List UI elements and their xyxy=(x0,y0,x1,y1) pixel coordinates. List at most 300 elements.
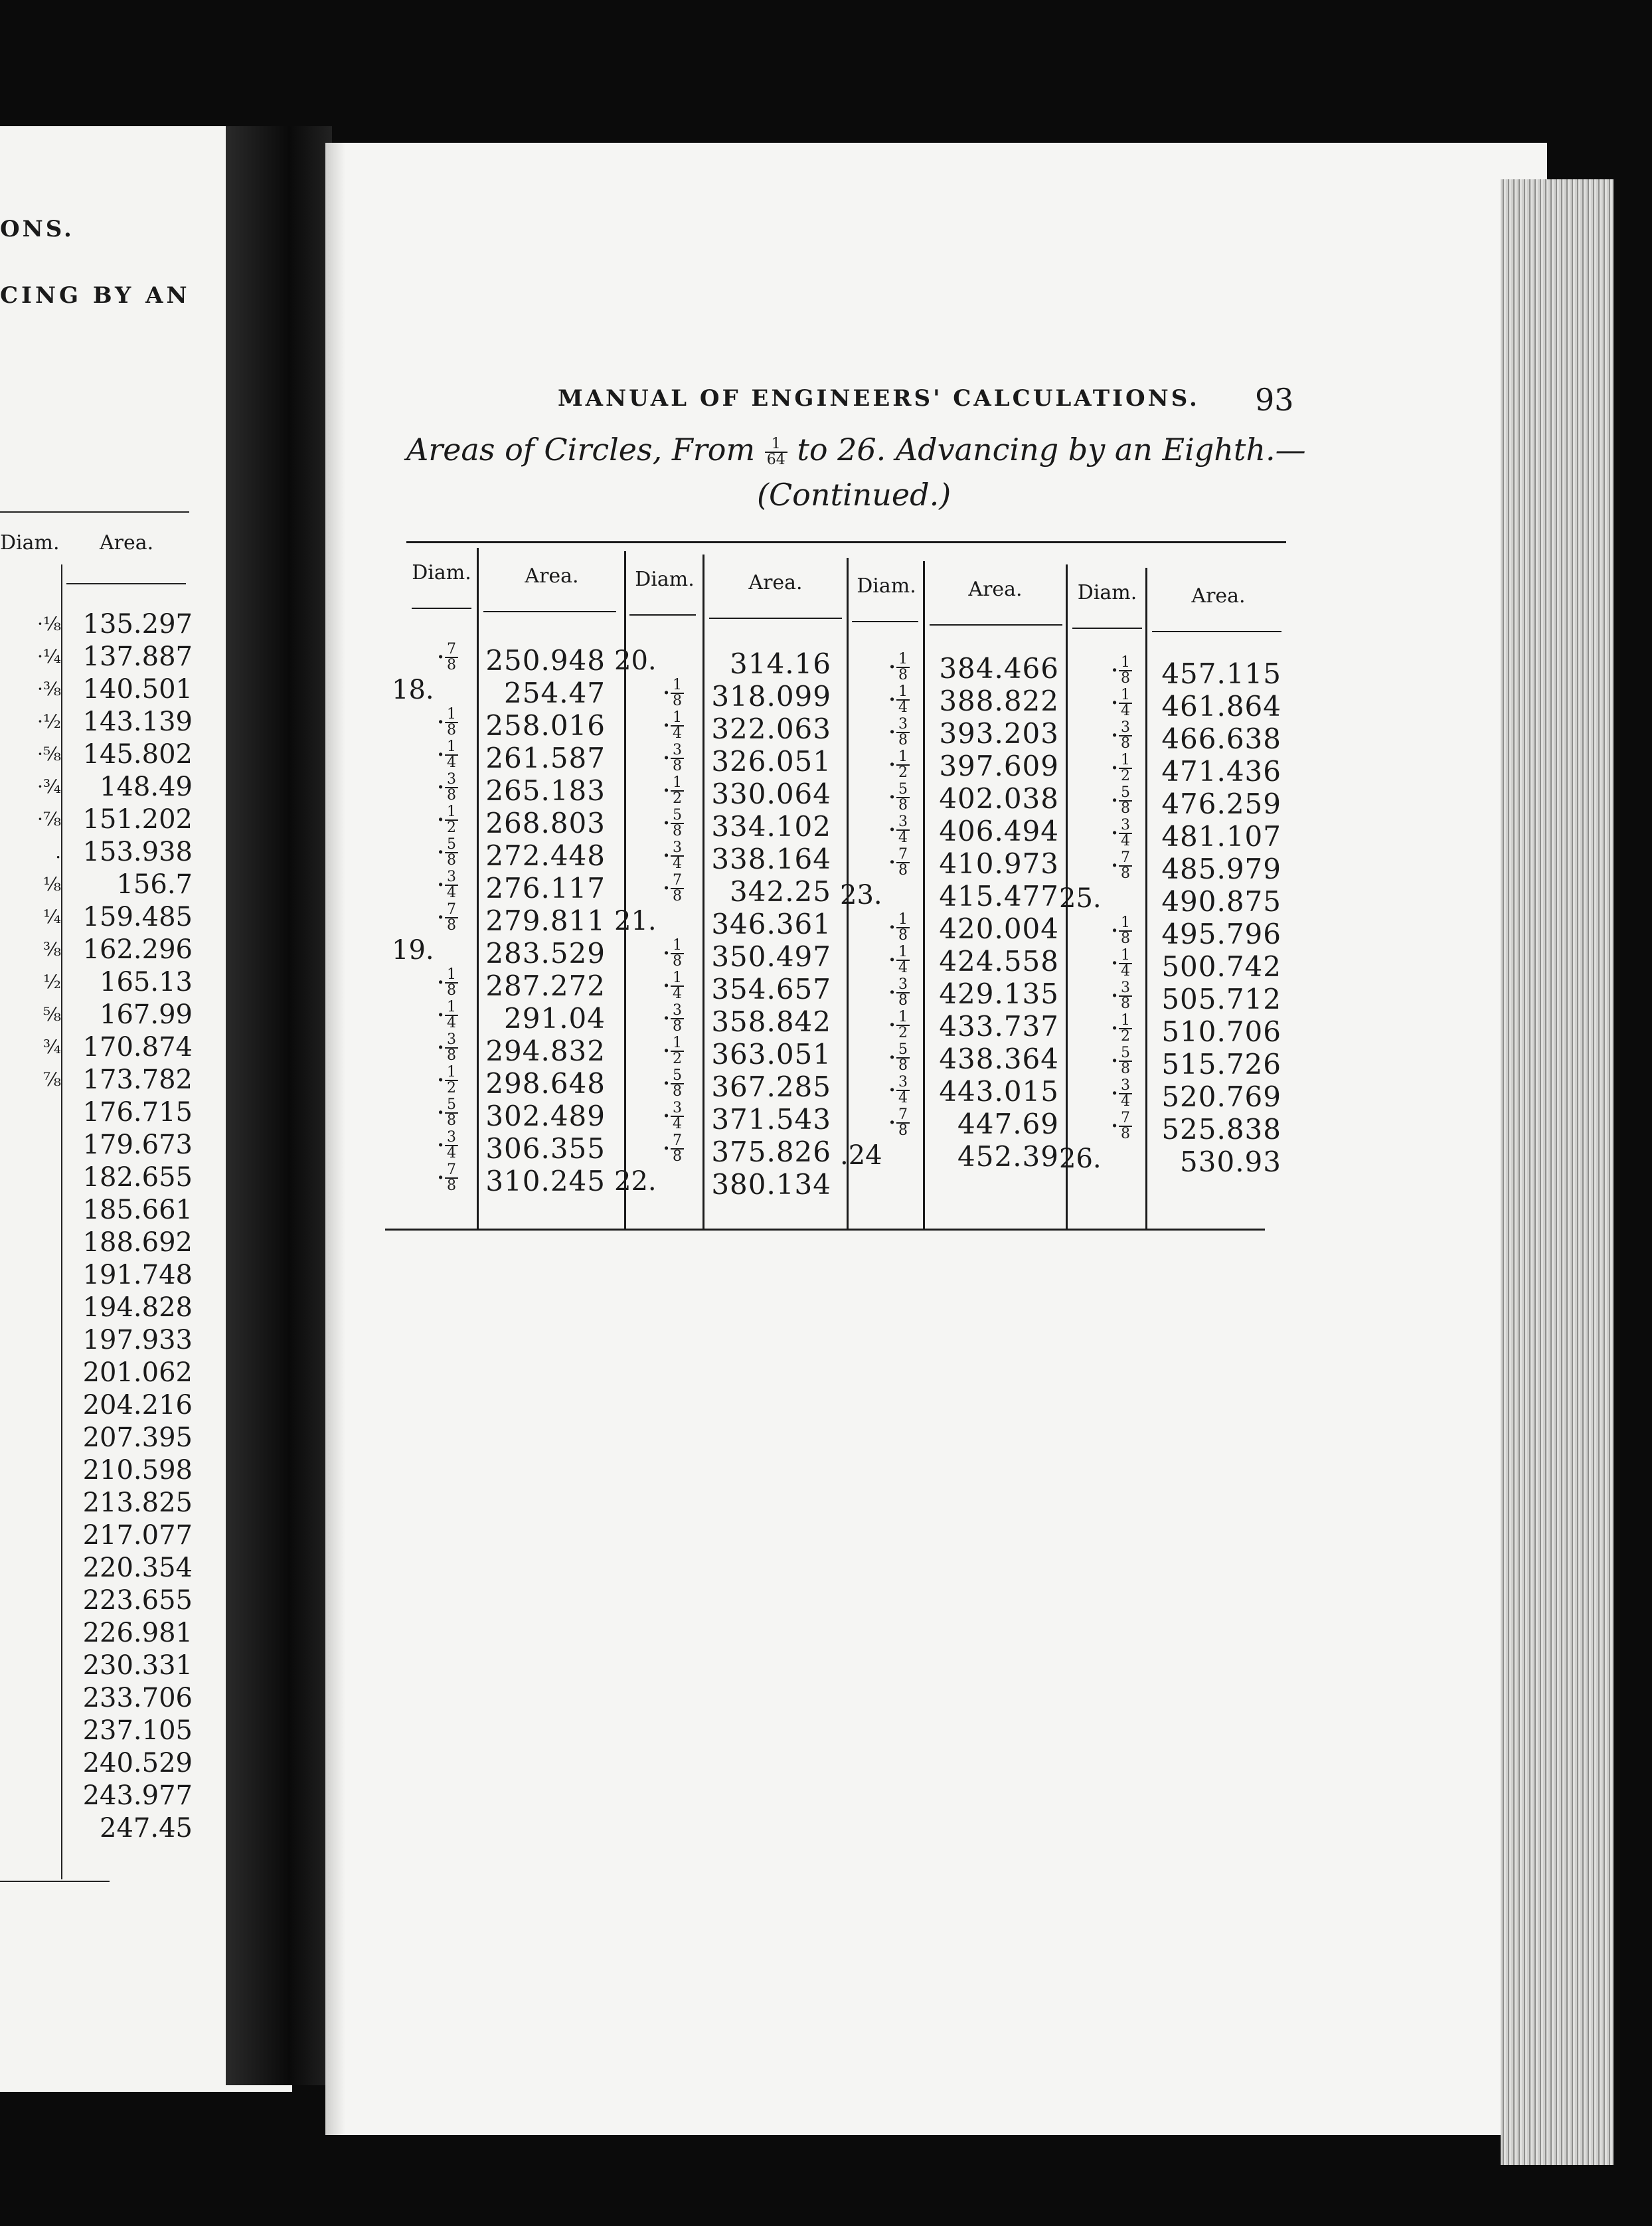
book-fore-edge xyxy=(1501,179,1613,2165)
left-diam-cell: ⅜ xyxy=(42,938,61,960)
diam-column-2 xyxy=(614,644,684,1197)
diam-fraction xyxy=(896,1075,910,1106)
left-table-row xyxy=(0,1031,199,1063)
frac-numerator: 3 xyxy=(671,1003,684,1019)
left-area-cell: 170.874 xyxy=(82,1031,193,1063)
header-underline-4 xyxy=(709,618,842,619)
area-cell: 476.259 xyxy=(1161,788,1281,820)
diam-fraction xyxy=(896,717,910,748)
frac-numerator: 7 xyxy=(896,847,910,863)
diam-cell xyxy=(840,651,910,683)
left-table-bottom-rule xyxy=(0,1881,110,1882)
decimal-dot: · xyxy=(436,869,445,900)
frac-denominator: 2 xyxy=(447,819,456,836)
diam-fraction xyxy=(671,938,684,969)
column-divider-7 xyxy=(1145,568,1147,1229)
left-area-cell: 201.062 xyxy=(82,1357,193,1388)
decimal-dot: · xyxy=(888,977,896,1008)
left-table-row xyxy=(0,933,199,966)
diam-fraction xyxy=(671,776,684,806)
diam-fraction xyxy=(1119,981,1132,1011)
header-underline-7 xyxy=(1072,628,1142,629)
decimal-dot: · xyxy=(662,775,671,806)
diam-whole: 25. xyxy=(1059,883,1102,914)
decimal-dot: · xyxy=(436,1065,445,1096)
decimal-dot: · xyxy=(888,944,896,976)
diam-fraction xyxy=(896,750,910,780)
area-cell: 254.47 xyxy=(504,677,606,709)
frac-denominator: 4 xyxy=(447,1144,456,1161)
frac-numerator: 1 xyxy=(671,1036,684,1052)
diam-whole: 18. xyxy=(392,674,434,705)
frac-denominator: 4 xyxy=(673,725,682,742)
left-table-row xyxy=(0,1063,199,1096)
area-cell: 261.587 xyxy=(485,742,606,774)
frac-numerator: 3 xyxy=(1119,818,1132,834)
decimal-dot: · xyxy=(1110,1013,1119,1044)
area-cell: 346.361 xyxy=(711,908,831,940)
diam-fraction xyxy=(1119,818,1132,849)
left-table-row xyxy=(0,1519,199,1551)
area-cell: 406.494 xyxy=(939,815,1059,847)
diam-fraction xyxy=(671,1134,684,1164)
diam-cell xyxy=(614,904,684,937)
diam-cell xyxy=(392,966,458,999)
left-table-row xyxy=(0,770,199,803)
decimal-dot: · xyxy=(436,1162,445,1193)
frac-numerator: 1 xyxy=(671,711,684,727)
frac-numerator: 3 xyxy=(671,841,684,857)
decimal-dot: · xyxy=(888,651,896,683)
header-underline-8 xyxy=(1152,631,1281,632)
diam-fraction xyxy=(896,978,910,1008)
left-area-cell: 220.354 xyxy=(82,1552,193,1583)
left-diam-cell: ·¼ xyxy=(37,645,61,667)
frac-denominator: 8 xyxy=(447,721,456,738)
left-table-row xyxy=(0,1779,199,1812)
left-area-cell: 182.655 xyxy=(82,1161,193,1193)
left-area-cell: 243.977 xyxy=(82,1780,193,1811)
diam-cell xyxy=(1059,1110,1132,1142)
left-area-cell: 165.13 xyxy=(100,966,193,997)
diam-fraction xyxy=(445,1065,458,1096)
diam-fraction xyxy=(445,642,458,673)
frac-denominator: 8 xyxy=(898,991,908,1009)
frac-numerator: 1 xyxy=(896,945,910,961)
decimal-dot: · xyxy=(662,873,671,904)
left-table-row xyxy=(0,1291,199,1324)
decimal-dot: · xyxy=(1110,915,1119,946)
left-diam-cell: ·¾ xyxy=(37,776,61,798)
decimal-dot: · xyxy=(436,837,445,868)
frac-denominator: 8 xyxy=(447,656,456,673)
frac-denominator: 4 xyxy=(1121,702,1130,719)
left-diam-cell: ·⅛ xyxy=(37,613,61,635)
decimal-dot: · xyxy=(888,749,896,780)
frac-numerator: 7 xyxy=(1119,851,1132,867)
left-table-row xyxy=(0,1551,199,1584)
diam-fraction xyxy=(671,1036,684,1067)
left-table-row xyxy=(0,803,199,835)
frac-numerator: 7 xyxy=(671,1134,684,1150)
diam-fraction xyxy=(445,902,458,933)
area-cell: 415.477 xyxy=(939,880,1059,912)
diam-fraction xyxy=(896,815,910,845)
left-area-cell: 213.825 xyxy=(82,1487,193,1518)
column-divider-5 xyxy=(923,561,925,1229)
diam-cell xyxy=(392,999,458,1031)
caption-fraction xyxy=(765,437,787,468)
left-diam-cell: ·⅝ xyxy=(37,743,61,765)
left-area-cell: 143.139 xyxy=(82,706,193,737)
frac-denominator: 8 xyxy=(898,796,908,813)
left-table-row xyxy=(0,900,199,933)
left-table-row xyxy=(0,608,199,640)
area-cell: 326.051 xyxy=(711,745,831,778)
decimal-dot: · xyxy=(662,1068,671,1099)
diam-cell xyxy=(1059,849,1132,882)
running-head: MANUAL OF ENGINEERS' CALCULATIONS. xyxy=(558,385,1200,412)
diam-cell xyxy=(392,738,458,771)
area-cell: 490.875 xyxy=(1161,885,1281,918)
frac-numerator: 3 xyxy=(896,815,910,831)
diam-cell xyxy=(840,976,910,1009)
left-diam-cell: ⅞ xyxy=(42,1069,61,1090)
diam-cell xyxy=(392,804,458,836)
left-header-underline xyxy=(66,583,186,584)
area-cell: 447.69 xyxy=(957,1108,1059,1140)
diam-whole: 26. xyxy=(1059,1143,1102,1174)
frac-numerator: 5 xyxy=(671,1069,684,1084)
frac-denominator: 8 xyxy=(447,1177,456,1194)
diam-cell xyxy=(614,1002,684,1035)
area-cell: 310.245 xyxy=(485,1165,606,1197)
diam-fraction xyxy=(896,685,910,715)
header-area-4: Area. xyxy=(1191,584,1246,608)
diam-cell xyxy=(1059,719,1132,752)
frac-denominator: 8 xyxy=(673,1082,682,1100)
header-area-2: Area. xyxy=(748,571,803,594)
left-diam-cell: ·½ xyxy=(37,711,61,732)
decimal-dot: · xyxy=(888,912,896,943)
area-cell: 371.543 xyxy=(711,1103,831,1136)
decimal-dot: · xyxy=(888,782,896,813)
diam-fraction xyxy=(671,743,684,774)
diam-whole: .24 xyxy=(840,1140,882,1171)
left-area-cell: 197.933 xyxy=(82,1324,193,1355)
frac-denominator: 4 xyxy=(1121,962,1130,980)
frac-numerator: 3 xyxy=(671,743,684,759)
diam-fraction xyxy=(1119,948,1132,979)
frac-denominator: 8 xyxy=(447,916,456,934)
header-underline-5 xyxy=(852,621,918,622)
diam-cell xyxy=(1059,1045,1132,1077)
area-cell: 481.107 xyxy=(1161,820,1281,853)
area-cell: 443.015 xyxy=(939,1075,1059,1108)
left-area-cell: 140.501 xyxy=(82,673,193,705)
frac-numerator: 5 xyxy=(896,1043,910,1059)
left-table-row xyxy=(0,998,199,1031)
frac-numerator: 3 xyxy=(896,717,910,733)
diam-whole: 20. xyxy=(614,645,657,676)
frac-denominator: 8 xyxy=(1121,995,1130,1012)
frac-numerator: 1 xyxy=(671,776,684,792)
diam-fraction xyxy=(445,1130,458,1161)
area-cell: 393.203 xyxy=(939,717,1059,750)
diam-fraction xyxy=(671,678,684,709)
left-area-cell: 176.715 xyxy=(82,1096,193,1128)
diam-cell xyxy=(1059,752,1132,784)
diam-cell xyxy=(392,934,458,966)
area-cell: 530.93 xyxy=(1180,1146,1281,1178)
diam-cell xyxy=(1059,1142,1132,1175)
left-table-row xyxy=(0,640,199,673)
left-table-row xyxy=(0,1258,199,1291)
diam-fraction xyxy=(445,1098,458,1128)
diam-fraction xyxy=(896,912,910,943)
frac-denominator: 4 xyxy=(447,1014,456,1031)
frac-denominator: 4 xyxy=(447,754,456,771)
area-cell: 314.16 xyxy=(730,647,831,680)
area-cell: 433.737 xyxy=(939,1010,1059,1043)
diam-fraction xyxy=(1119,1013,1132,1044)
diam-cell xyxy=(614,774,684,807)
frac-denominator: 4 xyxy=(898,1089,908,1106)
area-cell: 350.497 xyxy=(711,940,831,973)
decimal-dot: · xyxy=(1110,1045,1119,1076)
diam-cell xyxy=(614,677,684,709)
diam-fraction xyxy=(1119,1078,1132,1109)
diam-fraction xyxy=(445,707,458,738)
area-cell: 429.135 xyxy=(939,978,1059,1010)
area-cell: 505.712 xyxy=(1161,983,1281,1015)
left-area-cell: 204.216 xyxy=(82,1389,193,1420)
diam-cell xyxy=(614,839,684,872)
left-area-cell: 191.748 xyxy=(82,1259,193,1290)
left-table-row xyxy=(0,1747,199,1779)
frac-denominator: 2 xyxy=(898,764,908,781)
diam-fraction xyxy=(1119,916,1132,946)
decimal-dot: · xyxy=(662,1003,671,1034)
left-diam-cell: . xyxy=(55,841,61,863)
left-table-row xyxy=(0,1584,199,1616)
frac-numerator: 3 xyxy=(445,1033,458,1049)
left-area-cell: 167.99 xyxy=(100,999,193,1030)
left-area-cell: 159.485 xyxy=(82,901,193,932)
left-area-cell: 185.661 xyxy=(82,1194,193,1225)
diam-cell xyxy=(392,673,458,706)
left-area-cell: 148.49 xyxy=(100,771,193,802)
diam-cell xyxy=(614,1067,684,1100)
area-cell: 515.726 xyxy=(1161,1048,1281,1080)
diam-cell xyxy=(614,872,684,904)
frac-numerator: 7 xyxy=(445,642,458,658)
area-cell: 380.134 xyxy=(711,1168,831,1201)
left-area-cell: 137.887 xyxy=(82,641,193,672)
area-cell: 338.164 xyxy=(711,843,831,875)
left-table-row xyxy=(0,1324,199,1356)
diam-fraction xyxy=(671,1003,684,1034)
frac-denominator: 2 xyxy=(1121,767,1130,784)
frac-denominator: 4 xyxy=(1121,832,1130,849)
diam-cell xyxy=(614,1165,684,1197)
frac-denominator: 2 xyxy=(1121,1027,1130,1045)
decimal-dot: · xyxy=(888,847,896,878)
frac-numerator: 7 xyxy=(445,902,458,918)
area-cell: 322.063 xyxy=(711,713,831,745)
decimal-dot: · xyxy=(662,970,671,1001)
frac-denominator: 8 xyxy=(447,982,456,999)
area-cell: 330.064 xyxy=(711,778,831,810)
area-column-4 xyxy=(1149,657,1281,1178)
diam-cell xyxy=(840,716,910,748)
page-number: 93 xyxy=(1255,382,1294,418)
area-column-3 xyxy=(926,652,1059,1173)
decimal-dot: · xyxy=(1110,1078,1119,1109)
left-table-row xyxy=(0,1421,199,1454)
decimal-dot: · xyxy=(436,999,445,1031)
decimal-dot: · xyxy=(436,1130,445,1161)
decimal-dot: · xyxy=(662,1133,671,1164)
frac-denominator: 8 xyxy=(673,952,682,970)
left-table-row xyxy=(0,1714,199,1747)
header-diam-4: Diam. xyxy=(1077,581,1137,604)
frac-denominator: 8 xyxy=(898,731,908,748)
left-area-cell: 207.395 xyxy=(82,1422,193,1453)
diam-fraction xyxy=(445,740,458,770)
left-area-cell: 240.529 xyxy=(82,1747,193,1778)
left-table-row xyxy=(0,868,199,900)
diam-fraction xyxy=(671,808,684,839)
frac-numerator: 1 xyxy=(445,707,458,723)
decimal-dot: · xyxy=(436,902,445,933)
decimal-dot: · xyxy=(662,1100,671,1132)
diam-whole: 19. xyxy=(392,934,434,966)
decimal-dot: · xyxy=(888,1042,896,1073)
diam-cell xyxy=(392,706,458,738)
frac-numerator: 1 xyxy=(671,678,684,694)
diam-cell xyxy=(392,1064,458,1096)
decimal-dot: · xyxy=(1110,1110,1119,1142)
diam-cell xyxy=(1059,1012,1132,1045)
frac-denominator: 8 xyxy=(447,1047,456,1064)
diam-fraction xyxy=(671,841,684,871)
area-cell: 410.973 xyxy=(939,847,1059,880)
header-area-1: Area. xyxy=(525,564,579,588)
area-cell: 358.842 xyxy=(711,1005,831,1038)
frac-numerator: 1 xyxy=(1119,753,1132,769)
frac-denominator: 8 xyxy=(447,1112,456,1129)
diam-fraction xyxy=(671,711,684,741)
left-diam-cell: ·⅞ xyxy=(37,808,61,830)
left-area-cell: 210.598 xyxy=(82,1454,193,1486)
area-cell: 268.803 xyxy=(485,807,606,839)
header-area-3: Area. xyxy=(968,578,1023,601)
diam-cell xyxy=(1059,687,1132,719)
diam-cell xyxy=(1059,817,1132,849)
area-cell: 500.742 xyxy=(1161,950,1281,983)
left-table-row xyxy=(0,1486,199,1519)
diam-fraction xyxy=(445,1163,458,1193)
left-header-diam: Diam. xyxy=(0,531,60,555)
left-running-head: ONS. xyxy=(0,216,74,242)
decimal-dot: · xyxy=(1110,687,1119,719)
frac-denominator: 8 xyxy=(1121,800,1130,817)
decimal-dot: · xyxy=(436,804,445,835)
left-table-body xyxy=(0,608,199,1844)
frac-denominator: 8 xyxy=(1121,930,1130,947)
left-table-row xyxy=(0,705,199,738)
left-area-cell: 135.297 xyxy=(82,608,193,640)
frac-numerator: 1 xyxy=(1119,655,1132,671)
frac-numerator: 3 xyxy=(896,978,910,993)
caption-continued: (Continued.) xyxy=(757,477,951,513)
area-cell: 402.038 xyxy=(939,782,1059,815)
frac-numerator: 5 xyxy=(445,837,458,853)
diam-fraction xyxy=(896,1043,910,1073)
frac-numerator: 3 xyxy=(1119,981,1132,997)
diam-cell xyxy=(392,1129,458,1161)
area-cell: 420.004 xyxy=(939,912,1059,945)
area-cell: 495.796 xyxy=(1161,918,1281,950)
frac-numerator: 5 xyxy=(896,782,910,798)
frac-denominator: 8 xyxy=(1121,669,1130,687)
diam-cell xyxy=(840,1139,910,1171)
frac-denominator: 8 xyxy=(673,1148,682,1165)
left-area-cell: 223.655 xyxy=(82,1584,193,1616)
frac-denominator: 8 xyxy=(898,1057,908,1074)
left-table-row xyxy=(0,1096,199,1128)
left-table-row xyxy=(0,1812,199,1844)
diam-cell xyxy=(614,807,684,839)
area-cell: 279.811 xyxy=(485,904,606,937)
left-area-cell: 226.981 xyxy=(82,1617,193,1648)
left-diam-cell: ⅛ xyxy=(42,873,61,895)
frac-denominator: 8 xyxy=(447,851,456,869)
caption-frac-den: 64 xyxy=(766,452,785,468)
area-cell: 375.826 xyxy=(711,1136,831,1168)
diam-cell xyxy=(840,1009,910,1041)
diam-fraction xyxy=(445,870,458,900)
diam-cell xyxy=(1059,947,1132,980)
decimal-dot: · xyxy=(436,1032,445,1063)
diam-fraction xyxy=(896,1010,910,1041)
area-column-2 xyxy=(704,647,831,1201)
area-cell: 388.822 xyxy=(939,685,1059,717)
decimal-dot: · xyxy=(436,739,445,770)
diam-fraction xyxy=(671,873,684,904)
frac-numerator: 5 xyxy=(1119,786,1132,802)
diam-cell xyxy=(392,1161,458,1194)
diam-cell xyxy=(840,1041,910,1074)
area-cell: 510.706 xyxy=(1161,1015,1281,1048)
area-cell: 291.04 xyxy=(504,1002,606,1035)
frac-numerator: 1 xyxy=(671,938,684,954)
left-area-cell: 237.105 xyxy=(82,1715,193,1746)
frac-numerator: 1 xyxy=(896,750,910,766)
left-table-row xyxy=(0,966,199,998)
frac-denominator: 8 xyxy=(898,1122,908,1139)
decimal-dot: · xyxy=(888,1009,896,1041)
diam-cell xyxy=(1059,882,1132,914)
header-underline-3 xyxy=(629,614,696,616)
frac-denominator: 2 xyxy=(673,790,682,807)
decimal-dot: · xyxy=(1110,850,1119,881)
decimal-dot: · xyxy=(436,642,445,673)
area-cell: 424.558 xyxy=(939,945,1059,978)
header-diam-1: Diam. xyxy=(412,561,471,584)
area-cell: 525.838 xyxy=(1161,1113,1281,1146)
